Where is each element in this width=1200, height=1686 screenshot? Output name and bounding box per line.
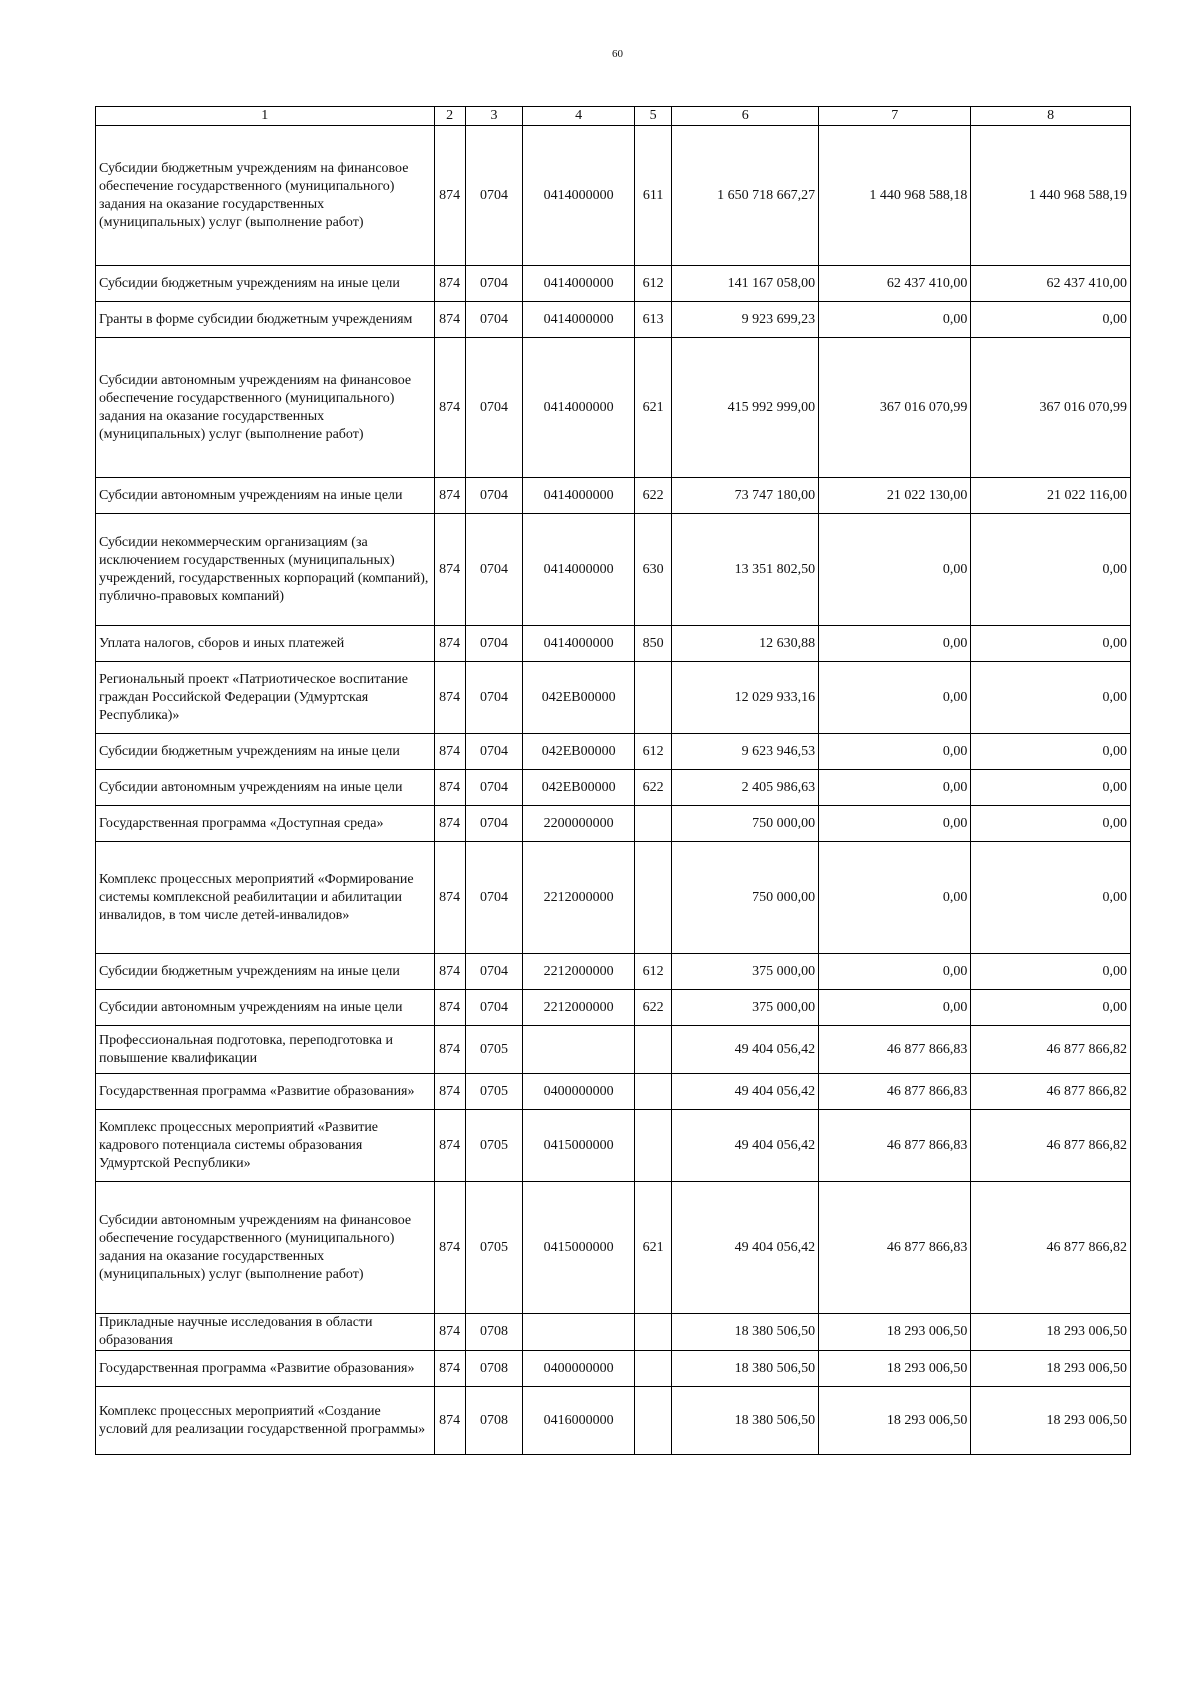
table-row bbox=[96, 662, 1131, 734]
row-name-cell: Профессиональная подготовка, переподготовка и повышение квалификации bbox=[96, 1026, 435, 1074]
row-kind-cell: 622 bbox=[634, 478, 672, 514]
row-code-cell: 874 bbox=[434, 1110, 465, 1182]
row-target-cell: 0415000000 bbox=[523, 1182, 634, 1314]
row-code-cell: 874 bbox=[434, 626, 465, 662]
table-row bbox=[96, 842, 1131, 954]
row-target-cell: 0416000000 bbox=[523, 1387, 634, 1455]
column-header: 5 bbox=[634, 107, 672, 126]
table-row bbox=[96, 990, 1131, 1026]
column-header: 6 bbox=[672, 107, 819, 126]
row-target-cell: 0415000000 bbox=[523, 1110, 634, 1182]
row-target-cell: 0414000000 bbox=[523, 338, 634, 478]
row-kind-cell: 611 bbox=[634, 126, 672, 266]
row-kind-cell: 621 bbox=[634, 338, 672, 478]
row-section-cell: 0704 bbox=[465, 990, 523, 1026]
row-amount-cell: 0,00 bbox=[819, 626, 971, 662]
row-kind-cell bbox=[634, 1074, 672, 1110]
row-code-cell: 874 bbox=[434, 266, 465, 302]
row-amount-cell: 0,00 bbox=[971, 514, 1131, 626]
row-code-cell: 874 bbox=[434, 842, 465, 954]
row-amount-cell: 46 877 866,82 bbox=[971, 1074, 1131, 1110]
row-section-cell: 0704 bbox=[465, 806, 523, 842]
row-amount-cell: 367 016 070,99 bbox=[819, 338, 971, 478]
row-kind-cell bbox=[634, 662, 672, 734]
row-amount-cell: 750 000,00 bbox=[672, 842, 819, 954]
row-amount-cell: 0,00 bbox=[971, 770, 1131, 806]
row-amount-cell: 375 000,00 bbox=[672, 990, 819, 1026]
row-kind-cell: 621 bbox=[634, 1182, 672, 1314]
row-section-cell: 0704 bbox=[465, 954, 523, 990]
row-kind-cell: 850 bbox=[634, 626, 672, 662]
row-target-cell: 0414000000 bbox=[523, 478, 634, 514]
row-amount-cell: 1 650 718 667,27 bbox=[672, 126, 819, 266]
row-name-cell: Субсидии автономным учреждениям на финансовое обеспечение государственного (муниципального) задания на оказание государственных (муниципальных) услуг (выполнение работ) bbox=[96, 1182, 435, 1314]
row-kind-cell bbox=[634, 1026, 672, 1074]
row-amount-cell: 0,00 bbox=[819, 954, 971, 990]
row-code-cell: 874 bbox=[434, 302, 465, 338]
row-amount-cell: 0,00 bbox=[819, 842, 971, 954]
row-amount-cell: 18 293 006,50 bbox=[819, 1351, 971, 1387]
row-name-cell: Субсидии бюджетным учреждениям на иные цели bbox=[96, 954, 435, 990]
row-target-cell: 0400000000 bbox=[523, 1351, 634, 1387]
row-name-cell: Государственная программа «Доступная среда» bbox=[96, 806, 435, 842]
row-code-cell: 874 bbox=[434, 338, 465, 478]
table-row bbox=[96, 514, 1131, 626]
row-target-cell: 2212000000 bbox=[523, 842, 634, 954]
row-target-cell: 0414000000 bbox=[523, 302, 634, 338]
row-section-cell: 0704 bbox=[465, 842, 523, 954]
row-kind-cell: 612 bbox=[634, 266, 672, 302]
row-code-cell: 874 bbox=[434, 1314, 465, 1351]
row-code-cell: 874 bbox=[434, 770, 465, 806]
row-code-cell: 874 bbox=[434, 1182, 465, 1314]
row-amount-cell: 12 029 933,16 bbox=[672, 662, 819, 734]
row-kind-cell bbox=[634, 806, 672, 842]
row-target-cell: 2200000000 bbox=[523, 806, 634, 842]
table-header-row bbox=[96, 107, 1131, 126]
row-amount-cell: 0,00 bbox=[819, 770, 971, 806]
row-name-cell: Гранты в форме субсидии бюджетным учреждениям bbox=[96, 302, 435, 338]
row-target-cell: 0414000000 bbox=[523, 126, 634, 266]
row-kind-cell bbox=[634, 842, 672, 954]
row-amount-cell: 367 016 070,99 bbox=[971, 338, 1131, 478]
row-kind-cell: 630 bbox=[634, 514, 672, 626]
row-amount-cell: 18 293 006,50 bbox=[971, 1351, 1131, 1387]
table-row bbox=[96, 626, 1131, 662]
row-target-cell bbox=[523, 1314, 634, 1351]
row-amount-cell: 13 351 802,50 bbox=[672, 514, 819, 626]
row-target-cell: 0414000000 bbox=[523, 514, 634, 626]
table-row bbox=[96, 954, 1131, 990]
table-row bbox=[96, 126, 1131, 266]
row-amount-cell: 18 380 506,50 bbox=[672, 1387, 819, 1455]
row-section-cell: 0708 bbox=[465, 1351, 523, 1387]
row-name-cell: Уплата налогов, сборов и иных платежей bbox=[96, 626, 435, 662]
row-name-cell: Региональный проект «Патриотическое воспитание граждан Российской Федерации (Удмуртская Республика)» bbox=[96, 662, 435, 734]
row-name-cell: Субсидии автономным учреждениям на иные цели bbox=[96, 478, 435, 514]
row-amount-cell: 0,00 bbox=[819, 302, 971, 338]
row-amount-cell: 18 293 006,50 bbox=[971, 1387, 1131, 1455]
row-amount-cell: 0,00 bbox=[819, 806, 971, 842]
row-amount-cell: 18 380 506,50 bbox=[672, 1351, 819, 1387]
row-amount-cell: 0,00 bbox=[819, 734, 971, 770]
row-section-cell: 0705 bbox=[465, 1026, 523, 1074]
row-code-cell: 874 bbox=[434, 662, 465, 734]
row-name-cell: Комплекс процессных мероприятий «Создание условий для реализации государственной программы» bbox=[96, 1387, 435, 1455]
row-amount-cell: 49 404 056,42 bbox=[672, 1182, 819, 1314]
row-name-cell: Прикладные научные исследования в области образования bbox=[96, 1314, 435, 1351]
row-amount-cell: 0,00 bbox=[971, 734, 1131, 770]
row-amount-cell: 62 437 410,00 bbox=[819, 266, 971, 302]
row-amount-cell: 0,00 bbox=[971, 842, 1131, 954]
row-kind-cell bbox=[634, 1110, 672, 1182]
row-amount-cell: 1 440 968 588,18 bbox=[819, 126, 971, 266]
row-code-cell: 874 bbox=[434, 126, 465, 266]
row-section-cell: 0704 bbox=[465, 734, 523, 770]
row-name-cell: Комплекс процессных мероприятий «Формирование системы комплексной реабилитации и абилитации инвалидов, в том числе детей-инвалидов» bbox=[96, 842, 435, 954]
row-section-cell: 0705 bbox=[465, 1110, 523, 1182]
row-target-cell: 2212000000 bbox=[523, 954, 634, 990]
column-header: 7 bbox=[819, 107, 971, 126]
row-kind-cell: 622 bbox=[634, 770, 672, 806]
row-amount-cell: 0,00 bbox=[971, 806, 1131, 842]
row-kind-cell: 622 bbox=[634, 990, 672, 1026]
row-section-cell: 0704 bbox=[465, 126, 523, 266]
row-amount-cell: 375 000,00 bbox=[672, 954, 819, 990]
row-amount-cell: 141 167 058,00 bbox=[672, 266, 819, 302]
table-row bbox=[96, 1110, 1131, 1182]
row-name-cell: Субсидии бюджетным учреждениям на иные цели bbox=[96, 734, 435, 770]
row-code-cell: 874 bbox=[434, 1387, 465, 1455]
table-row bbox=[96, 1026, 1131, 1074]
row-amount-cell: 46 877 866,83 bbox=[819, 1074, 971, 1110]
row-code-cell: 874 bbox=[434, 1074, 465, 1110]
row-name-cell: Государственная программа «Развитие образования» bbox=[96, 1351, 435, 1387]
row-section-cell: 0704 bbox=[465, 478, 523, 514]
row-name-cell: Субсидии бюджетным учреждениям на иные цели bbox=[96, 266, 435, 302]
row-target-cell: 0414000000 bbox=[523, 266, 634, 302]
row-kind-cell bbox=[634, 1351, 672, 1387]
table-row bbox=[96, 770, 1131, 806]
page-number: 60 bbox=[612, 48, 623, 60]
table-row bbox=[96, 1387, 1131, 1455]
row-target-cell bbox=[523, 1026, 634, 1074]
row-amount-cell: 49 404 056,42 bbox=[672, 1110, 819, 1182]
row-amount-cell: 21 022 130,00 bbox=[819, 478, 971, 514]
row-amount-cell: 2 405 986,63 bbox=[672, 770, 819, 806]
row-kind-cell: 612 bbox=[634, 954, 672, 990]
row-kind-cell bbox=[634, 1387, 672, 1455]
row-code-cell: 874 bbox=[434, 514, 465, 626]
row-section-cell: 0705 bbox=[465, 1182, 523, 1314]
row-section-cell: 0708 bbox=[465, 1387, 523, 1455]
row-amount-cell: 46 877 866,83 bbox=[819, 1026, 971, 1074]
row-kind-cell: 613 bbox=[634, 302, 672, 338]
row-amount-cell: 18 293 006,50 bbox=[971, 1314, 1131, 1351]
row-amount-cell: 18 293 006,50 bbox=[819, 1314, 971, 1351]
row-section-cell: 0705 bbox=[465, 1074, 523, 1110]
row-target-cell: 042EB00000 bbox=[523, 662, 634, 734]
column-header: 4 bbox=[523, 107, 634, 126]
row-amount-cell: 12 630,88 bbox=[672, 626, 819, 662]
row-amount-cell: 750 000,00 bbox=[672, 806, 819, 842]
row-name-cell: Субсидии автономным учреждениям на иные цели bbox=[96, 990, 435, 1026]
row-code-cell: 874 bbox=[434, 1026, 465, 1074]
row-code-cell: 874 bbox=[434, 806, 465, 842]
row-amount-cell: 0,00 bbox=[819, 662, 971, 734]
table-row bbox=[96, 302, 1131, 338]
row-code-cell: 874 bbox=[434, 734, 465, 770]
row-section-cell: 0704 bbox=[465, 770, 523, 806]
row-target-cell: 042EB00000 bbox=[523, 734, 634, 770]
row-amount-cell: 1 440 968 588,19 bbox=[971, 126, 1131, 266]
row-amount-cell: 18 380 506,50 bbox=[672, 1314, 819, 1351]
row-name-cell: Комплекс процессных мероприятий «Развитие кадрового потенциала системы образования Удмуртской Республики» bbox=[96, 1110, 435, 1182]
row-code-cell: 874 bbox=[434, 954, 465, 990]
column-header: 2 bbox=[434, 107, 465, 126]
row-amount-cell: 0,00 bbox=[819, 514, 971, 626]
table-row bbox=[96, 1074, 1131, 1110]
row-kind-cell bbox=[634, 1314, 672, 1351]
row-amount-cell: 0,00 bbox=[971, 990, 1131, 1026]
column-header: 3 bbox=[465, 107, 523, 126]
row-target-cell: 0400000000 bbox=[523, 1074, 634, 1110]
row-section-cell: 0704 bbox=[465, 338, 523, 478]
row-code-cell: 874 bbox=[434, 478, 465, 514]
row-name-cell: Субсидии некоммерческим организациям (за исключением государственных (муниципальных) учреждений, государственных корпораций (компаний), публично-правовых компаний) bbox=[96, 514, 435, 626]
row-amount-cell: 49 404 056,42 bbox=[672, 1026, 819, 1074]
column-header: 8 bbox=[971, 107, 1131, 126]
row-kind-cell: 612 bbox=[634, 734, 672, 770]
table-row bbox=[96, 1182, 1131, 1314]
row-amount-cell: 9 623 946,53 bbox=[672, 734, 819, 770]
row-amount-cell: 46 877 866,82 bbox=[971, 1026, 1131, 1074]
row-section-cell: 0704 bbox=[465, 626, 523, 662]
row-amount-cell: 0,00 bbox=[971, 662, 1131, 734]
row-amount-cell: 46 877 866,83 bbox=[819, 1182, 971, 1314]
row-section-cell: 0704 bbox=[465, 514, 523, 626]
row-name-cell: Субсидии бюджетным учреждениям на финансовое обеспечение государственного (муниципального) задания на оказание государственных (муниципальных) услуг (выполнение работ) bbox=[96, 126, 435, 266]
row-amount-cell: 0,00 bbox=[819, 990, 971, 1026]
row-section-cell: 0704 bbox=[465, 266, 523, 302]
row-section-cell: 0704 bbox=[465, 302, 523, 338]
table-row bbox=[96, 1351, 1131, 1387]
row-code-cell: 874 bbox=[434, 990, 465, 1026]
table-row bbox=[96, 266, 1131, 302]
row-target-cell: 0414000000 bbox=[523, 626, 634, 662]
row-name-cell: Субсидии автономным учреждениям на финансовое обеспечение государственного (муниципального) задания на оказание государственных (муниципальных) услуг (выполнение работ) bbox=[96, 338, 435, 478]
row-section-cell: 0704 bbox=[465, 662, 523, 734]
row-name-cell: Субсидии автономным учреждениям на иные цели bbox=[96, 770, 435, 806]
row-section-cell: 0708 bbox=[465, 1314, 523, 1351]
row-amount-cell: 46 877 866,82 bbox=[971, 1110, 1131, 1182]
row-amount-cell: 46 877 866,83 bbox=[819, 1110, 971, 1182]
row-amount-cell: 46 877 866,82 bbox=[971, 1182, 1131, 1314]
row-code-cell: 874 bbox=[434, 1351, 465, 1387]
row-amount-cell: 49 404 056,42 bbox=[672, 1074, 819, 1110]
row-amount-cell: 9 923 699,23 bbox=[672, 302, 819, 338]
row-amount-cell: 62 437 410,00 bbox=[971, 266, 1131, 302]
row-amount-cell: 18 293 006,50 bbox=[819, 1387, 971, 1455]
row-amount-cell: 0,00 bbox=[971, 954, 1131, 990]
table-row bbox=[96, 338, 1131, 478]
budget-table bbox=[95, 106, 1131, 1455]
column-header: 1 bbox=[96, 107, 435, 126]
table-row bbox=[96, 1314, 1131, 1351]
row-amount-cell: 415 992 999,00 bbox=[672, 338, 819, 478]
row-target-cell: 2212000000 bbox=[523, 990, 634, 1026]
row-amount-cell: 21 022 116,00 bbox=[971, 478, 1131, 514]
table-row bbox=[96, 478, 1131, 514]
row-amount-cell: 0,00 bbox=[971, 302, 1131, 338]
table-row bbox=[96, 806, 1131, 842]
row-amount-cell: 73 747 180,00 bbox=[672, 478, 819, 514]
row-name-cell: Государственная программа «Развитие образования» bbox=[96, 1074, 435, 1110]
table-row bbox=[96, 734, 1131, 770]
row-amount-cell: 0,00 bbox=[971, 626, 1131, 662]
row-target-cell: 042EB00000 bbox=[523, 770, 634, 806]
